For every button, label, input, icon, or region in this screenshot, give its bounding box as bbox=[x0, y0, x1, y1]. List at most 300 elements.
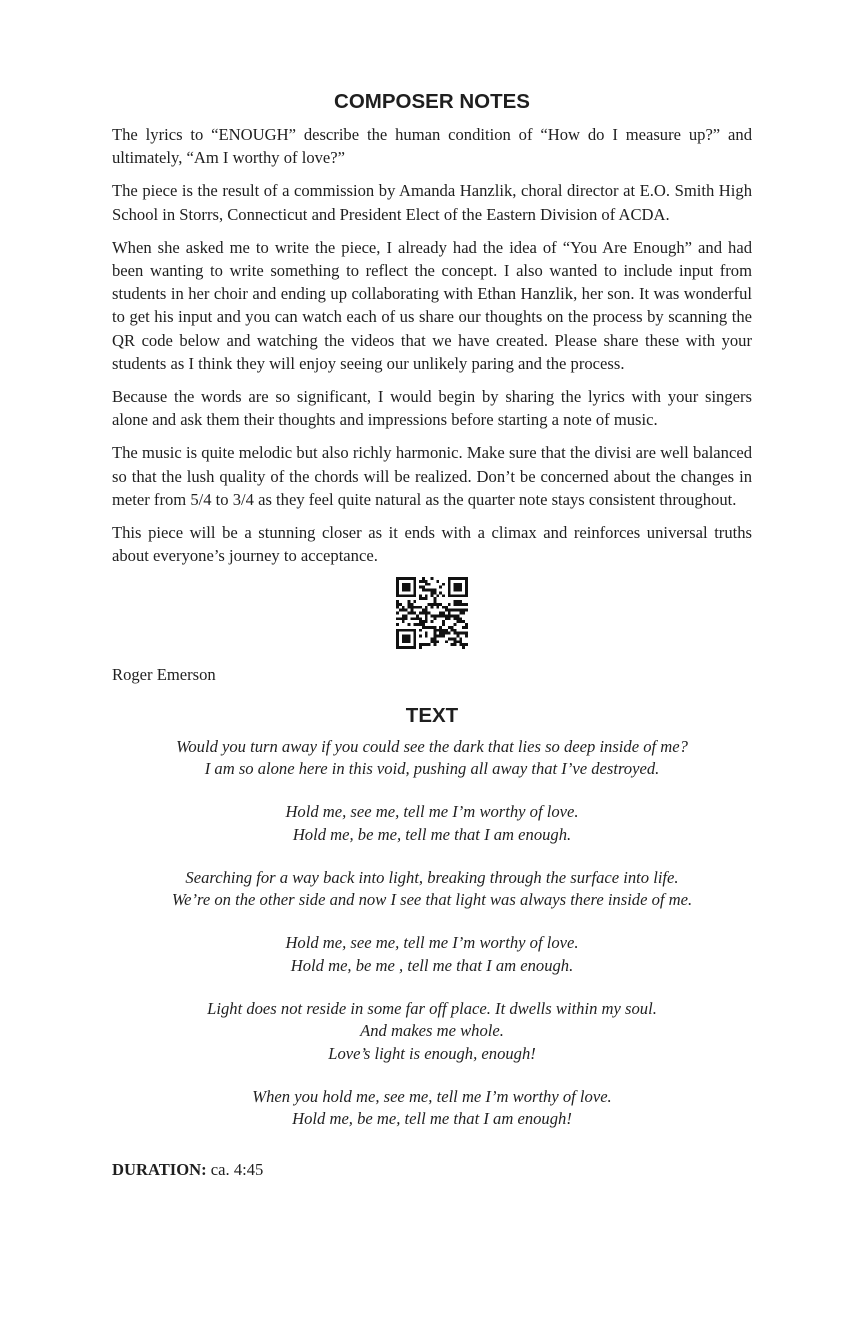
qr-module bbox=[465, 609, 468, 612]
qr-module bbox=[439, 635, 442, 638]
qr-module bbox=[442, 612, 445, 615]
qr-module bbox=[459, 577, 462, 580]
qr-module bbox=[436, 595, 439, 598]
qr-module bbox=[425, 644, 428, 647]
qr-module bbox=[405, 595, 408, 598]
qr-module bbox=[399, 609, 402, 612]
qr-module bbox=[462, 632, 465, 635]
qr-module bbox=[448, 580, 451, 583]
qr-module bbox=[431, 592, 434, 595]
qr-module bbox=[431, 595, 434, 598]
duration-value: ca. 4:45 bbox=[206, 1159, 264, 1179]
qr-module bbox=[405, 583, 408, 586]
qr-module bbox=[456, 595, 459, 598]
qr-module bbox=[413, 589, 416, 592]
qr-module bbox=[396, 612, 399, 615]
qr-module bbox=[456, 635, 459, 638]
qr-module bbox=[405, 647, 408, 650]
qr-module bbox=[439, 626, 442, 629]
qr-module bbox=[408, 583, 411, 586]
qr-module bbox=[462, 609, 465, 612]
qr-module bbox=[433, 638, 436, 641]
qr-module bbox=[465, 583, 468, 586]
qr-module bbox=[433, 592, 436, 595]
qr-module bbox=[454, 583, 457, 586]
qr-module bbox=[428, 626, 431, 629]
qr-module bbox=[410, 603, 413, 606]
lyric-line: Light does not reside in some far off place. It dwells within my soul. bbox=[207, 999, 657, 1019]
qr-module bbox=[413, 647, 416, 650]
qr-module bbox=[425, 583, 428, 586]
qr-module bbox=[465, 624, 468, 627]
lyric-line: I am so alone here in this void, pushing all away that I’ve destroyed. bbox=[204, 758, 660, 778]
qr-module bbox=[456, 586, 459, 589]
qr-module bbox=[405, 641, 408, 644]
qr-module bbox=[451, 629, 454, 632]
qr-module bbox=[408, 606, 411, 609]
qr-module bbox=[459, 641, 462, 644]
qr-module bbox=[408, 635, 411, 638]
qr-module bbox=[396, 629, 399, 632]
qr-module bbox=[465, 635, 468, 638]
qr-module bbox=[459, 595, 462, 598]
lyric-line: Hold me, see me, tell me I’m worthy of love. bbox=[285, 933, 579, 953]
qr-module bbox=[408, 629, 411, 632]
lyric-line: Hold me, be me, tell me that I am enough! bbox=[292, 1109, 572, 1129]
qr-module bbox=[448, 638, 451, 641]
qr-module bbox=[410, 618, 413, 621]
qr-module bbox=[399, 595, 402, 598]
qr-module bbox=[442, 629, 445, 632]
qr-module bbox=[454, 638, 457, 641]
qr-module bbox=[459, 609, 462, 612]
composer-notes-heading: COMPOSER NOTES bbox=[334, 90, 530, 113]
qr-module bbox=[419, 595, 422, 598]
qr-module bbox=[465, 589, 468, 592]
qr-module bbox=[436, 641, 439, 644]
qr-module bbox=[413, 577, 416, 580]
qr-module bbox=[456, 618, 459, 621]
qr-module bbox=[459, 583, 462, 586]
qr-module bbox=[436, 615, 439, 618]
qr-module bbox=[402, 595, 405, 598]
qr-module bbox=[410, 629, 413, 632]
qr-module bbox=[448, 632, 451, 635]
qr-module bbox=[419, 606, 422, 609]
qr-module bbox=[431, 615, 434, 618]
qr-module bbox=[459, 644, 462, 647]
qr-module bbox=[405, 615, 408, 618]
lyrics-stanza bbox=[112, 998, 752, 1065]
qr-module bbox=[422, 624, 425, 627]
qr-module bbox=[436, 580, 439, 583]
qr-code-icon[interactable] bbox=[396, 577, 468, 649]
qr-module bbox=[425, 598, 428, 601]
qr-module bbox=[396, 603, 399, 606]
qr-module bbox=[425, 595, 428, 598]
qr-module bbox=[451, 626, 454, 629]
qr-module bbox=[402, 621, 405, 624]
qr-module bbox=[396, 618, 399, 621]
qr-module bbox=[396, 644, 399, 647]
qr-module bbox=[436, 606, 439, 609]
qr-module bbox=[465, 603, 468, 606]
qr-module bbox=[399, 647, 402, 650]
qr-module bbox=[408, 624, 411, 627]
qr-module bbox=[442, 606, 445, 609]
lyric-line: We’re on the other side and now I see that light was always there inside of me. bbox=[171, 890, 693, 910]
qr-module bbox=[454, 595, 457, 598]
qr-module bbox=[428, 612, 431, 615]
qr-module bbox=[413, 580, 416, 583]
qr-module bbox=[410, 606, 413, 609]
qr-module bbox=[445, 618, 448, 621]
qr-module bbox=[439, 612, 442, 615]
qr-module bbox=[425, 621, 428, 624]
qr-module bbox=[439, 615, 442, 618]
lyrics-stanza bbox=[112, 801, 752, 846]
qr-module bbox=[422, 589, 425, 592]
qr-module bbox=[408, 600, 411, 603]
qr-module bbox=[419, 618, 422, 621]
qr-module bbox=[422, 626, 425, 629]
qr-module bbox=[454, 603, 457, 606]
qr-module bbox=[410, 609, 413, 612]
qr-module bbox=[396, 600, 399, 603]
qr-module bbox=[456, 577, 459, 580]
qr-module bbox=[465, 632, 468, 635]
qr-module bbox=[428, 644, 431, 647]
qr-module bbox=[425, 618, 428, 621]
qr-module bbox=[402, 635, 405, 638]
qr-module bbox=[448, 612, 451, 615]
qr-module bbox=[402, 629, 405, 632]
page bbox=[112, 88, 752, 1181]
qr-module bbox=[410, 595, 413, 598]
lyrics bbox=[112, 736, 752, 1131]
qr-module bbox=[405, 589, 408, 592]
qr-module bbox=[422, 612, 425, 615]
lyric-line: Love’s light is enough, enough! bbox=[328, 1043, 536, 1063]
qr-module bbox=[433, 632, 436, 635]
qr-module bbox=[448, 583, 451, 586]
qr-module bbox=[454, 577, 457, 580]
qr-module bbox=[448, 592, 451, 595]
qr-module bbox=[459, 603, 462, 606]
qr-module bbox=[465, 577, 468, 580]
qr-module bbox=[425, 632, 428, 635]
lyric-line: When you hold me, see me, tell me I’m worthy of love. bbox=[252, 1086, 612, 1106]
qr-module bbox=[454, 644, 457, 647]
qr-module bbox=[408, 595, 411, 598]
qr-module bbox=[425, 609, 428, 612]
qr-module bbox=[433, 641, 436, 644]
qr-module bbox=[442, 621, 445, 624]
qr-module bbox=[396, 624, 399, 627]
qr-module bbox=[413, 632, 416, 635]
qr-module bbox=[454, 586, 457, 589]
qr-module bbox=[408, 586, 411, 589]
qr-module bbox=[454, 609, 457, 612]
qr-module bbox=[396, 586, 399, 589]
qr-module bbox=[422, 586, 425, 589]
qr-module bbox=[442, 635, 445, 638]
qr-module bbox=[459, 589, 462, 592]
qr-module bbox=[448, 586, 451, 589]
qr-module bbox=[433, 600, 436, 603]
qr-module bbox=[442, 595, 445, 598]
qr-module bbox=[425, 606, 428, 609]
qr-module bbox=[462, 612, 465, 615]
qr-module bbox=[410, 647, 413, 650]
qr-module bbox=[448, 603, 451, 606]
qr-module bbox=[465, 592, 468, 595]
qr-module bbox=[413, 629, 416, 632]
qr-module bbox=[436, 603, 439, 606]
qr-module bbox=[428, 583, 431, 586]
qr-module bbox=[422, 580, 425, 583]
qr-module bbox=[413, 595, 416, 598]
qr-module bbox=[456, 600, 459, 603]
qr-module bbox=[422, 577, 425, 580]
duration bbox=[112, 1158, 752, 1181]
qr-module bbox=[413, 606, 416, 609]
qr-module bbox=[396, 580, 399, 583]
qr-module bbox=[433, 598, 436, 601]
qr-module bbox=[462, 595, 465, 598]
qr-module bbox=[433, 644, 436, 647]
qr-module bbox=[419, 647, 422, 650]
qr-module bbox=[448, 626, 451, 629]
notes-paragraph: The music is quite melodic but also richly harmonic. Make sure that the divisi are well balanced so that the lush quality of the chords will be realized. Don’t be concerned about the changes in meter from 5/4 to 3/4 as they feel quite natural as the quarter note stays consistent throughout. bbox=[112, 443, 752, 509]
qr-module bbox=[445, 615, 448, 618]
qr-code-container bbox=[112, 577, 752, 649]
qr-module bbox=[431, 621, 434, 624]
qr-module bbox=[422, 644, 425, 647]
qr-module bbox=[431, 589, 434, 592]
qr-module bbox=[405, 635, 408, 638]
qr-module bbox=[465, 580, 468, 583]
qr-module bbox=[433, 615, 436, 618]
qr-module bbox=[402, 647, 405, 650]
notes-paragraph: When she asked me to write the piece, I already had the idea of “You Are Enough” and had been wanting to write something to reflect the concept. I also wanted to include input from students in her choir and ending up collaborating with Ethan Hanzlik, her son. It was wonderful to get his input and you can watch each of us share our thoughts on the process by scanning the QR code below and watching the videos that we have created. Please share these with your students as I think they will enjoy seeing our unlikely paring and the process. bbox=[112, 237, 752, 373]
qr-module bbox=[405, 638, 408, 641]
qr-module bbox=[419, 586, 422, 589]
qr-module bbox=[405, 586, 408, 589]
qr-module bbox=[402, 638, 405, 641]
qr-module bbox=[456, 589, 459, 592]
qr-module bbox=[456, 641, 459, 644]
qr-module bbox=[459, 612, 462, 615]
qr-module bbox=[445, 632, 448, 635]
qr-module bbox=[454, 589, 457, 592]
qr-module bbox=[456, 603, 459, 606]
lyrics-stanza bbox=[112, 1086, 752, 1131]
qr-module bbox=[419, 580, 422, 583]
qr-module bbox=[442, 583, 445, 586]
qr-module bbox=[396, 592, 399, 595]
qr-module bbox=[419, 624, 422, 627]
qr-module bbox=[439, 603, 442, 606]
qr-module bbox=[439, 592, 442, 595]
qr-module bbox=[405, 618, 408, 621]
qr-module bbox=[396, 606, 399, 609]
qr-module bbox=[408, 603, 411, 606]
qr-module bbox=[431, 641, 434, 644]
qr-module bbox=[451, 595, 454, 598]
qr-module bbox=[413, 583, 416, 586]
qr-module bbox=[442, 632, 445, 635]
qr-module bbox=[431, 638, 434, 641]
qr-module bbox=[399, 577, 402, 580]
qr-module bbox=[408, 612, 411, 615]
qr-module bbox=[445, 641, 448, 644]
qr-module bbox=[399, 603, 402, 606]
qr-module bbox=[433, 589, 436, 592]
qr-module bbox=[422, 621, 425, 624]
qr-module bbox=[416, 618, 419, 621]
lyrics-stanza bbox=[112, 867, 752, 912]
qr-module bbox=[442, 624, 445, 627]
qr-module bbox=[465, 586, 468, 589]
qr-module bbox=[451, 609, 454, 612]
qr-module bbox=[405, 629, 408, 632]
qr-module bbox=[396, 641, 399, 644]
qr-module bbox=[456, 609, 459, 612]
qr-module bbox=[416, 624, 419, 627]
qr-module bbox=[396, 583, 399, 586]
qr-module bbox=[413, 641, 416, 644]
qr-module bbox=[448, 609, 451, 612]
qr-module bbox=[402, 586, 405, 589]
qr-module bbox=[451, 615, 454, 618]
qr-module bbox=[402, 577, 405, 580]
qr-module bbox=[425, 626, 428, 629]
qr-module bbox=[439, 586, 442, 589]
qr-module bbox=[459, 638, 462, 641]
qr-module bbox=[456, 615, 459, 618]
qr-module bbox=[433, 618, 436, 621]
qr-module bbox=[448, 589, 451, 592]
qr-module bbox=[439, 629, 442, 632]
lyric-line: And makes me whole. bbox=[360, 1021, 504, 1041]
qr-module bbox=[451, 638, 454, 641]
qr-module bbox=[462, 621, 465, 624]
qr-module bbox=[408, 647, 411, 650]
qr-module bbox=[454, 632, 457, 635]
qr-module bbox=[422, 609, 425, 612]
qr-module bbox=[425, 615, 428, 618]
notes-paragraph: This piece will be a stunning closer as it ends with a climax and reinforces universal truths about everyone’s journey to acceptance. bbox=[112, 523, 752, 566]
qr-module bbox=[396, 577, 399, 580]
qr-module bbox=[445, 606, 448, 609]
qr-module bbox=[396, 635, 399, 638]
qr-module bbox=[462, 647, 465, 650]
qr-module bbox=[416, 615, 419, 618]
qr-module bbox=[396, 589, 399, 592]
qr-module bbox=[413, 600, 416, 603]
qr-module bbox=[454, 600, 457, 603]
qr-module bbox=[410, 612, 413, 615]
qr-module bbox=[413, 635, 416, 638]
lyric-line: Would you turn away if you could see the dark that lies so deep inside of me? bbox=[176, 736, 688, 756]
qr-module bbox=[445, 609, 448, 612]
duration-label: DURATION: bbox=[112, 1159, 207, 1179]
qr-module bbox=[425, 589, 428, 592]
qr-module bbox=[451, 644, 454, 647]
notes-paragraph: The lyrics to “ENOUGH” describe the human condition of “How do I measure up?” and ultimately, “Am I worthy of love?” bbox=[112, 125, 752, 168]
qr-module bbox=[408, 638, 411, 641]
qr-module bbox=[454, 618, 457, 621]
qr-module bbox=[402, 641, 405, 644]
qr-module bbox=[413, 618, 416, 621]
qr-module bbox=[396, 647, 399, 650]
qr-module bbox=[456, 621, 459, 624]
qr-module bbox=[428, 603, 431, 606]
qr-module bbox=[454, 629, 457, 632]
qr-module bbox=[408, 641, 411, 644]
qr-module bbox=[402, 583, 405, 586]
notes-paragraph: Because the words are so significant, I would begin by sharing the lyrics with your singers alone and ask them their thoughts and impressions before starting a note of music. bbox=[112, 387, 752, 430]
qr-module bbox=[462, 644, 465, 647]
qr-module bbox=[408, 589, 411, 592]
qr-module bbox=[456, 632, 459, 635]
qr-module bbox=[402, 618, 405, 621]
qr-module bbox=[419, 621, 422, 624]
qr-module bbox=[465, 595, 468, 598]
lyric-line: Hold me, see me, tell me I’m worthy of love. bbox=[285, 802, 579, 822]
qr-module bbox=[405, 609, 408, 612]
qr-module bbox=[454, 641, 457, 644]
qr-module bbox=[419, 598, 422, 601]
lyrics-stanza bbox=[112, 932, 752, 977]
qr-module bbox=[413, 644, 416, 647]
qr-module bbox=[396, 638, 399, 641]
qr-module bbox=[431, 626, 434, 629]
qr-module bbox=[433, 629, 436, 632]
qr-module bbox=[402, 606, 405, 609]
qr-module bbox=[448, 618, 451, 621]
qr-module bbox=[419, 629, 422, 632]
qr-module bbox=[465, 626, 468, 629]
qr-module bbox=[431, 606, 434, 609]
qr-module bbox=[448, 595, 451, 598]
qr-module bbox=[405, 577, 408, 580]
lyric-line: Hold me, be me, tell me that I am enough. bbox=[292, 824, 572, 844]
qr-module bbox=[451, 577, 454, 580]
qr-module bbox=[448, 615, 451, 618]
qr-module bbox=[419, 612, 422, 615]
qr-module bbox=[422, 598, 425, 601]
qr-module bbox=[413, 592, 416, 595]
qr-module bbox=[439, 632, 442, 635]
lyric-line: Searching for a way back into light, breaking through the surface into life. bbox=[185, 867, 679, 887]
qr-module bbox=[442, 615, 445, 618]
qr-module bbox=[413, 638, 416, 641]
qr-module bbox=[433, 635, 436, 638]
qr-module bbox=[454, 624, 457, 627]
qr-module bbox=[433, 626, 436, 629]
qr-module bbox=[462, 603, 465, 606]
qr-module bbox=[459, 621, 462, 624]
qr-module bbox=[413, 586, 416, 589]
text-heading: TEXT bbox=[405, 703, 459, 727]
qr-module bbox=[433, 603, 436, 606]
qr-module bbox=[402, 589, 405, 592]
qr-module bbox=[436, 629, 439, 632]
lyrics-stanza bbox=[112, 736, 752, 781]
qr-module bbox=[410, 577, 413, 580]
